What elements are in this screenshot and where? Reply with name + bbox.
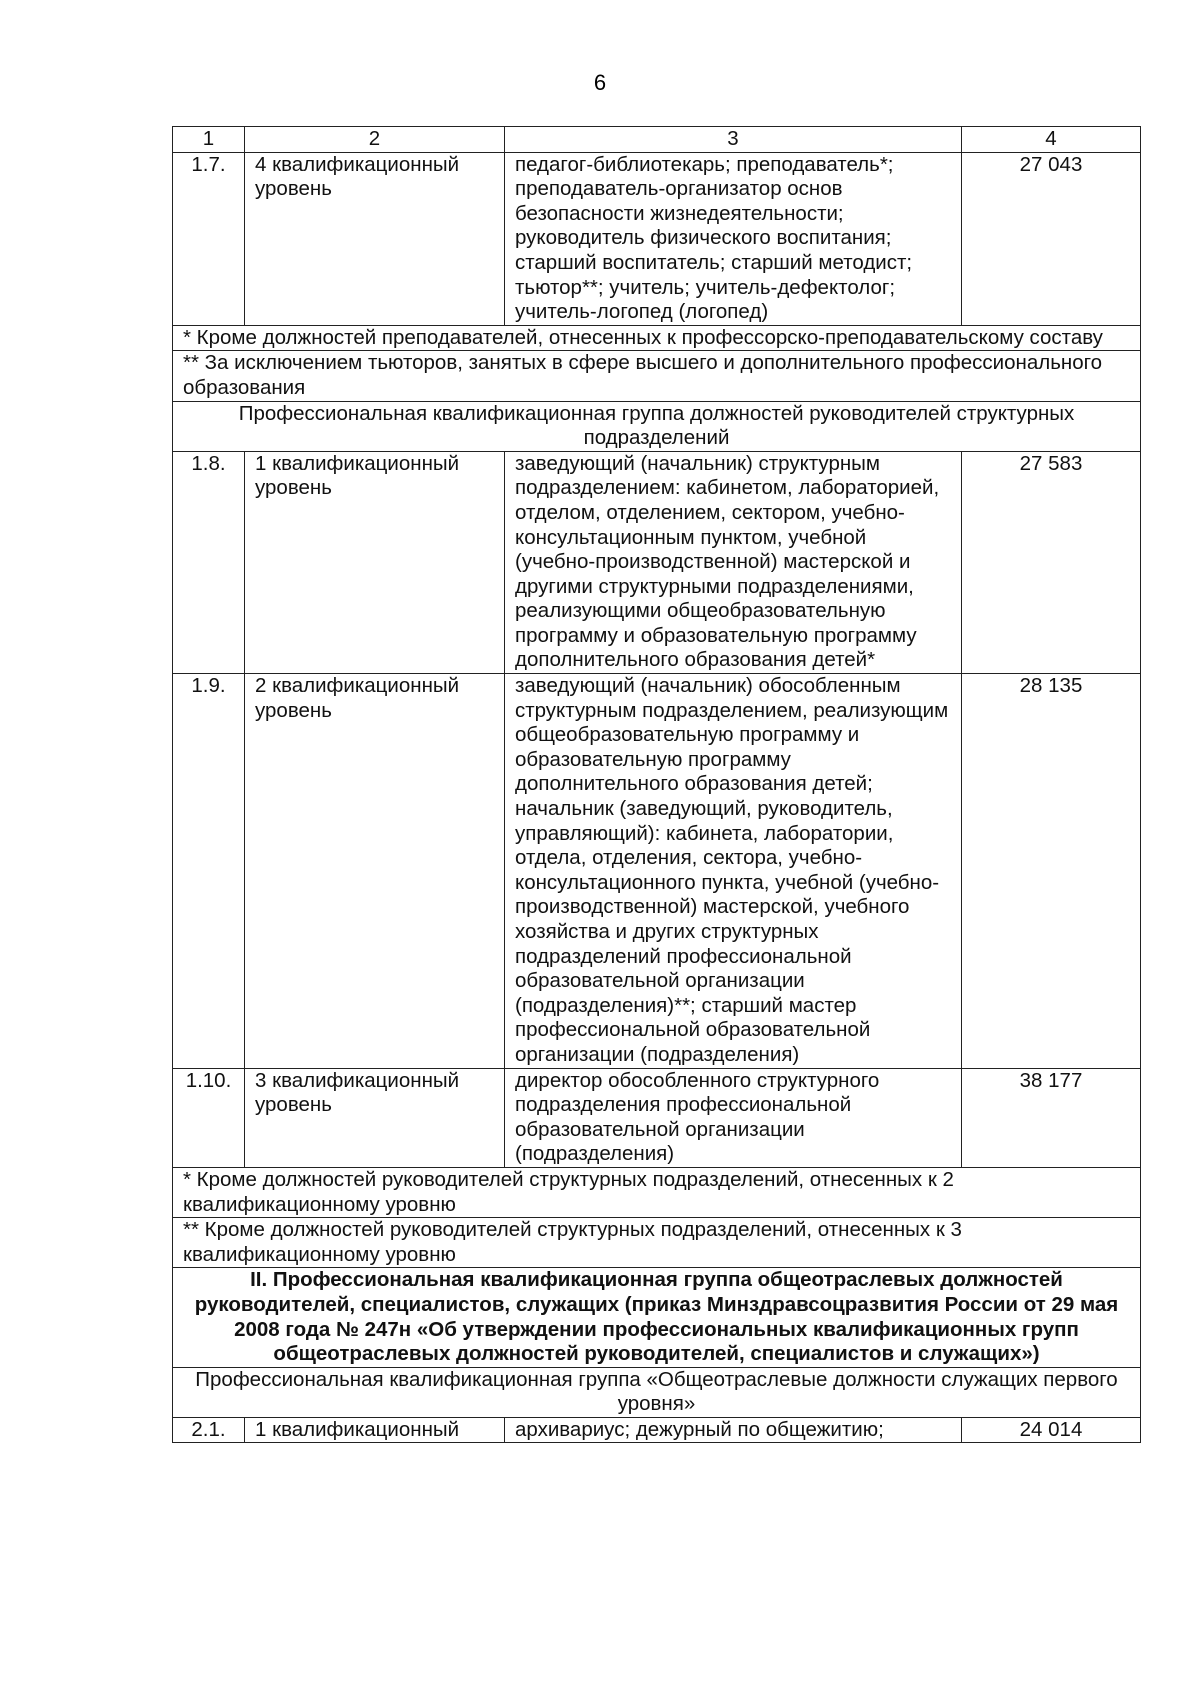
footnote-row: [173, 325, 1141, 351]
footnote-text: * Кроме должностей преподавателей, отнесенных к профессорско-преподавательскому составу: [173, 325, 1141, 351]
salary-value: 27 583: [962, 451, 1141, 673]
table-row: [173, 451, 1141, 673]
salary-value: 27 043: [962, 152, 1141, 325]
table-row: [173, 674, 1141, 1069]
qualification-level: 2 квалификационный уровень: [245, 674, 505, 1069]
qualification-level: 1 квалификационный уровень: [245, 451, 505, 673]
positions-list: директор обособленного структурного подразделения профессиональной образовательной организации (подразделения): [505, 1068, 962, 1167]
group-heading: Профессиональная квалификационная группа должностей руководителей структурных подразделений: [173, 401, 1141, 451]
row-number: 2.1.: [173, 1417, 245, 1443]
section-heading-row: [173, 1268, 1141, 1367]
salary-value: 28 135: [962, 674, 1141, 1069]
qualification-level: 1 квалификационный: [245, 1417, 505, 1443]
positions-list: заведующий (начальник) обособленным структурным подразделением, реализующим общеобразовательную программу и образовательную программу дополнительного образования детей; начальник (заведующий, руководитель, управляющий): кабинета, лаборатории, отдела, отделения, сектора, учебно-консультационного пункта, учебной (учебно-производственной) мастерской, учебного хозяйства и других структурных подразделений профессиональной образовательной организации (подразделения)**; старший мастер профессиональной образовательной организации (подразделения): [505, 674, 962, 1069]
table-row: [173, 1068, 1141, 1167]
header-col-1: 1: [173, 127, 245, 153]
header-col-3: 3: [505, 127, 962, 153]
salary-table: [172, 126, 1141, 1443]
salary-value: 24 014: [962, 1417, 1141, 1443]
section-heading: II. Профессиональная квалификационная группа общеотраслевых должностей руководителей, специалистов, служащих (приказ Минздравсоцразвития России от 29 мая 2008 года № 247н «Об утверждении профессиональных квалификационных групп общеотраслевых должностей руководителей, специалистов и служащих»): [173, 1268, 1141, 1367]
footnote-row: [173, 351, 1141, 401]
positions-list: педагог-библиотекарь; преподаватель*; преподаватель-организатор основ безопасности жизнедеятельности; руководитель физического воспитания; старший воспитатель; старший методист; тьютор**; учитель; учитель-дефектолог; учитель-логопед (логопед): [505, 152, 962, 325]
row-number: 1.8.: [173, 451, 245, 673]
row-number: 1.7.: [173, 152, 245, 325]
table-row: [173, 152, 1141, 325]
positions-list: заведующий (начальник) структурным подразделением: кабинетом, лабораторией, отделом, отделением, сектором, учебно-консультационным пунктом, учебной (учебно-производственной) мастерской и другими структурными подразделениями, реализующими общеобразовательную программу и образовательную программу дополнительного образования детей*: [505, 451, 962, 673]
salary-value: 38 177: [962, 1068, 1141, 1167]
group-heading-row: [173, 1367, 1141, 1417]
row-number: 1.10.: [173, 1068, 245, 1167]
table-row: [173, 1417, 1141, 1443]
group-heading-row: [173, 401, 1141, 451]
header-col-2: 2: [245, 127, 505, 153]
footnote-text: * Кроме должностей руководителей структурных подразделений, отнесенных к 2 квалификационному уровню: [173, 1167, 1141, 1217]
group-heading: Профессиональная квалификационная группа «Общеотраслевые должности служащих первого уровня»: [173, 1367, 1141, 1417]
table-header-row: [173, 127, 1141, 153]
footnote-text: ** За исключением тьюторов, занятых в сфере высшего и дополнительного профессионального образования: [173, 351, 1141, 401]
qualification-level: 3 квалификационный уровень: [245, 1068, 505, 1167]
page-number: 6: [593, 70, 607, 95]
footnote-text: ** Кроме должностей руководителей структурных подразделений, отнесенных к 3 квалификационному уровню: [173, 1218, 1141, 1268]
footnote-row: [173, 1167, 1141, 1217]
footnote-row: [173, 1218, 1141, 1268]
qualification-level: 4 квалификационный уровень: [245, 152, 505, 325]
row-number: 1.9.: [173, 674, 245, 1069]
positions-list: архивариус; дежурный по общежитию;: [505, 1417, 962, 1443]
header-col-4: 4: [962, 127, 1141, 153]
